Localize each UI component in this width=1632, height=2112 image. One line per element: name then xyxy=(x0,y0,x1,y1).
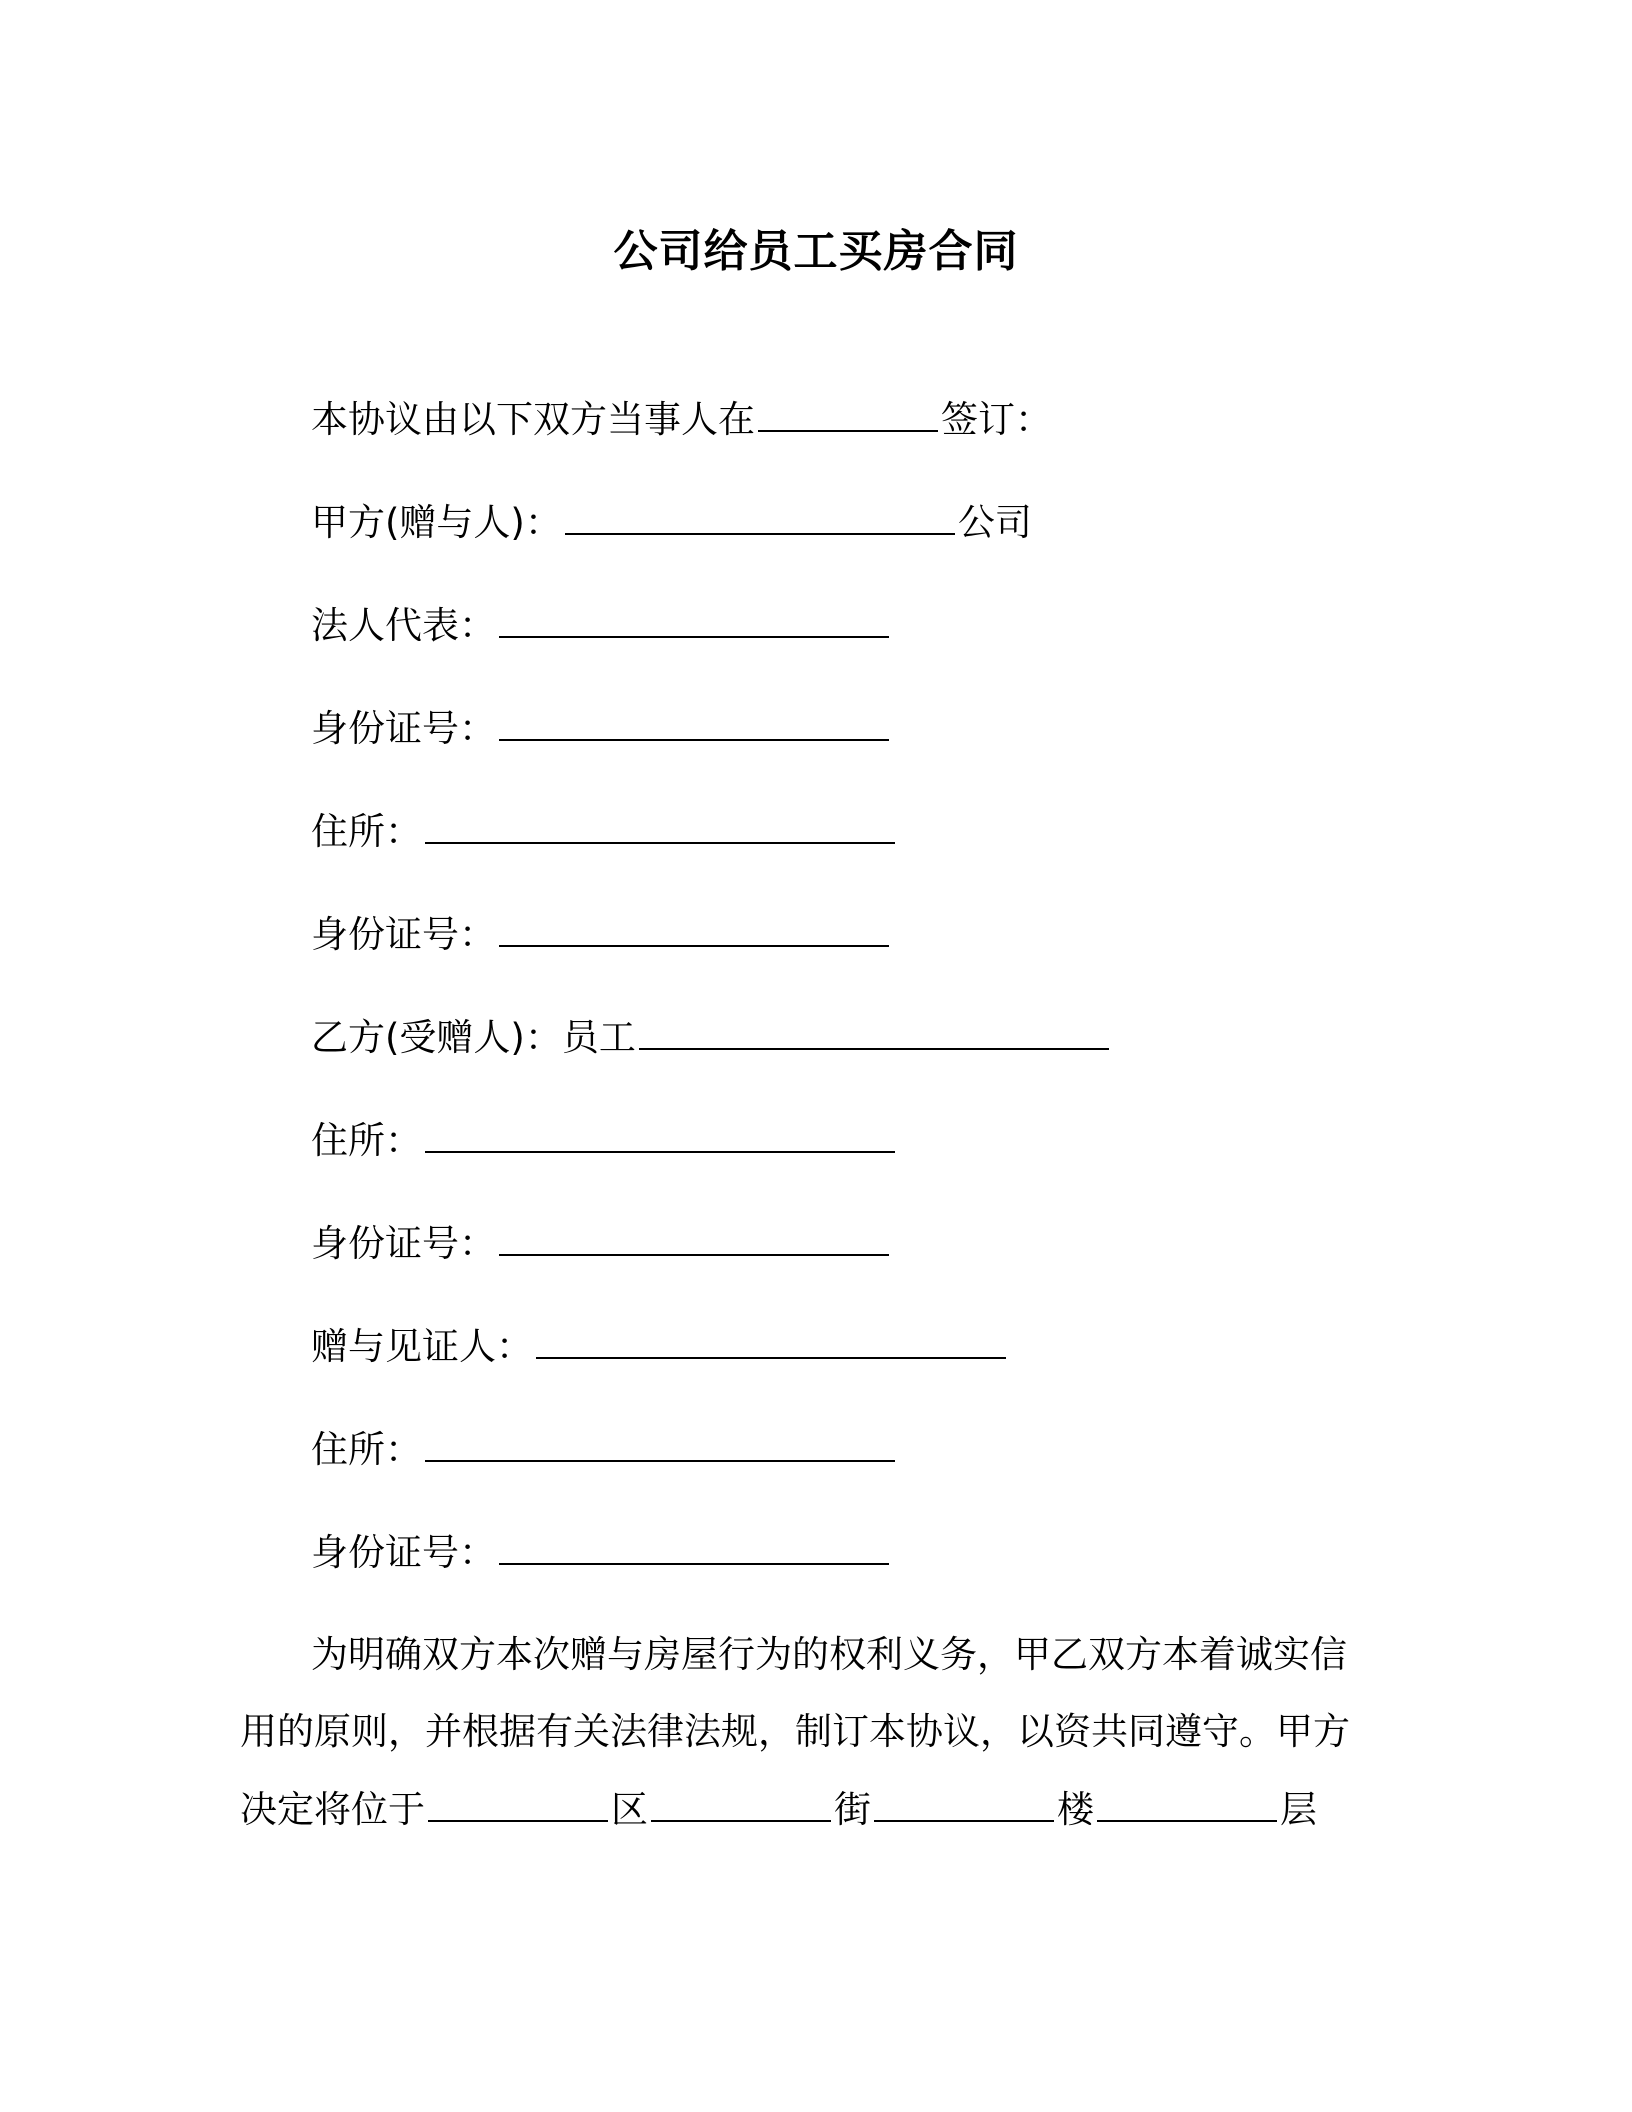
street-blank[interactable] xyxy=(651,1784,831,1822)
party-a-address-line xyxy=(311,806,898,857)
witness-blank[interactable] xyxy=(536,1321,1006,1359)
id-label: 身份证号： xyxy=(311,913,496,956)
address-label: 住所： xyxy=(311,1119,422,1162)
paragraph-line-3 xyxy=(240,1784,1370,1835)
signing-place-blank[interactable] xyxy=(758,394,938,432)
party-a-id-line-2 xyxy=(311,909,892,960)
party-b-address-line xyxy=(311,1115,898,1166)
witness-label: 赠与见证人： xyxy=(311,1325,533,1368)
district-blank[interactable] xyxy=(428,1784,608,1822)
intro-text: 本协议由以下双方当事人在 xyxy=(311,398,755,441)
street-label: 街 xyxy=(834,1788,871,1831)
party-a-name-blank[interactable] xyxy=(565,497,955,535)
document-title: 公司给员工买房合同 xyxy=(613,226,1019,277)
floor-label: 层 xyxy=(1280,1788,1317,1831)
building-blank[interactable] xyxy=(874,1784,1054,1822)
id-blank[interactable] xyxy=(499,703,889,741)
party-b-label: 乙方(受赠人)：员工 xyxy=(311,1016,636,1059)
legal-rep-line xyxy=(311,600,892,651)
party-a-label: 甲方(赠与人)： xyxy=(311,501,562,544)
paragraph-line-2: 用的原则，并根据有关法律法规，制订本协议，以资共同遵守。甲方 xyxy=(240,1710,1350,1753)
witness-id-line xyxy=(311,1527,892,1578)
legal-rep-label: 法人代表： xyxy=(311,604,496,647)
witness-address-line xyxy=(311,1424,898,1475)
address-blank[interactable] xyxy=(425,1424,895,1462)
intro-suffix: 签订： xyxy=(941,398,1052,441)
address-label: 住所： xyxy=(311,810,422,853)
intro-line xyxy=(311,394,1052,445)
floor-blank[interactable] xyxy=(1097,1784,1277,1822)
party-a-suffix: 公司 xyxy=(957,501,1032,544)
paragraph-line-3-start: 决定将位于 xyxy=(240,1788,425,1831)
address-label: 住所： xyxy=(311,1428,422,1471)
party-b-name-blank[interactable] xyxy=(639,1012,1109,1050)
id-blank[interactable] xyxy=(499,909,889,947)
id-label: 身份证号： xyxy=(311,707,496,750)
legal-rep-blank[interactable] xyxy=(499,600,889,638)
id-blank[interactable] xyxy=(499,1218,889,1256)
id-blank[interactable] xyxy=(499,1527,889,1565)
id-label: 身份证号： xyxy=(311,1222,496,1265)
building-label: 楼 xyxy=(1057,1788,1094,1831)
party-b-line xyxy=(311,1012,1112,1063)
paragraph-line-1: 为明确双方本次赠与房屋行为的权利义务，甲乙双方本着诚实信 xyxy=(311,1633,1347,1676)
address-blank[interactable] xyxy=(425,806,895,844)
district-label: 区 xyxy=(611,1788,648,1831)
party-b-id-line xyxy=(311,1218,892,1269)
address-blank[interactable] xyxy=(425,1115,895,1153)
witness-line xyxy=(311,1321,1009,1372)
party-a-line xyxy=(311,497,1032,548)
party-a-id-line-1 xyxy=(311,703,892,754)
id-label: 身份证号： xyxy=(311,1531,496,1574)
